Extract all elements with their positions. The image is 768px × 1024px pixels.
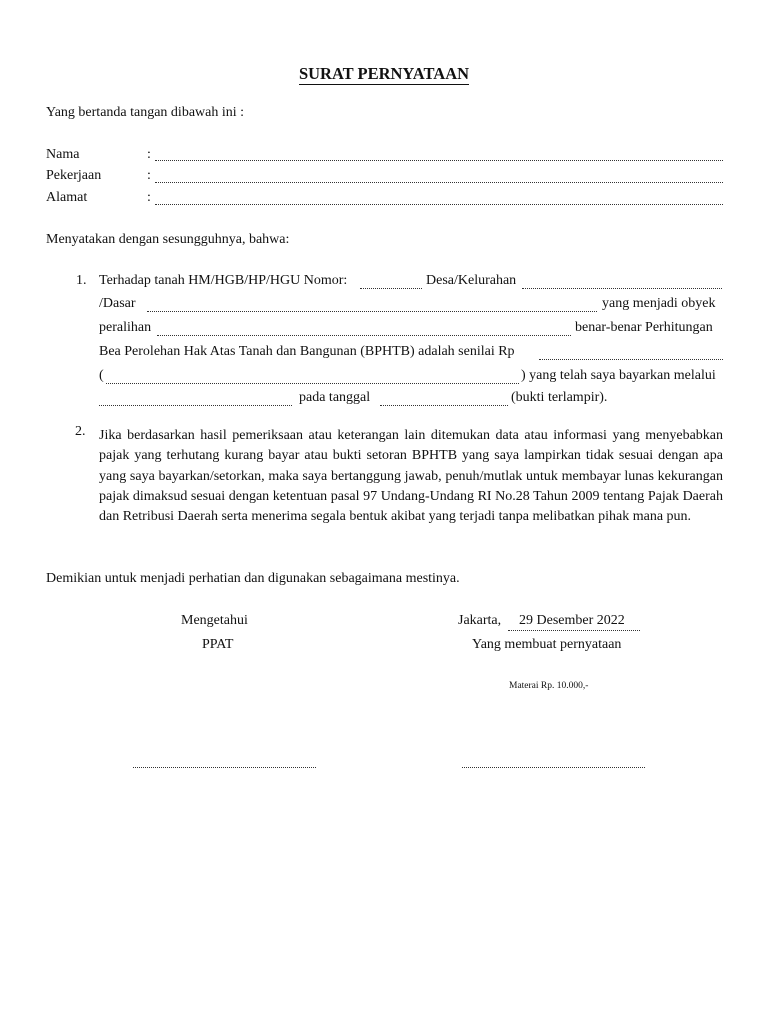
- item-1-text-d: yang menjadi obyek: [602, 296, 716, 311]
- item-1-text-a: Terhadap tanah HM/HGB/HP/HGU Nomor:: [99, 273, 348, 288]
- document-title-text: SURAT PERNYATAAN: [298, 64, 470, 83]
- date-underline: [508, 630, 640, 631]
- statement-text: Menyatakan dengan sesungguhnya, bahwa:: [46, 232, 290, 247]
- signature-line-right: [462, 767, 645, 768]
- item-2-paragraph: Jika berdasarkan hasil pemeriksaan atau keterangan lain ditemukan data atau informasi yang menyebabkan pajak yang terhutang kurang bayar atau bukti setoran BPHTB yang saya lampirkan tidak sesuai dengan apa yang saya bayarkan/setorkan, maka saya bertanggung jawab, penuh/mutlak untuk membayar lunas kekurangan pajak dimaksud sesuai dengan ketentuan pasal 97 Undang-Undang RI No.28 Tahun 2009 tentang Pajak Daerah dan Retribusi Daerah serta menerima segala bentuk akibat yang terjadi tanpa melibatkan pihak mana pun.: [99, 428, 723, 525]
- field-blank-nama: [155, 160, 723, 161]
- item-1-text-j: pada tanggal: [299, 390, 371, 405]
- signature-line-left: [133, 767, 316, 768]
- signature-place: Jakarta,: [458, 613, 502, 628]
- field-colon-nama: :: [147, 147, 151, 162]
- item-1-text-g: Bea Perolehan Hak Atas Tanah dan Bangunan (BPHTB) adalah senilai Rp: [99, 344, 515, 359]
- field-label-pekerjaan: Pekerjaan: [46, 168, 102, 183]
- item-1-text-h: (: [99, 368, 104, 383]
- field-label-alamat: Alamat: [46, 190, 88, 205]
- closing-text: Demikian untuk menjadi perhatian dan digunakan sebagaimana mestinya.: [46, 571, 460, 586]
- item-1-text-e: peralihan: [99, 320, 152, 335]
- field-colon-alamat: :: [147, 190, 151, 205]
- blank-nilai-rp: [539, 359, 723, 360]
- blank-nomor: [360, 288, 422, 289]
- document-title: [0, 64, 768, 84]
- field-blank-alamat: [155, 204, 723, 205]
- blank-desa: [522, 288, 722, 289]
- intro-text: Yang bertanda tangan dibawah ini :: [46, 105, 245, 120]
- item-1-text-f: benar-benar Perhitungan: [575, 320, 713, 335]
- item-1-number: 1.: [76, 273, 87, 288]
- blank-dasar: [147, 311, 597, 312]
- field-colon-pekerjaan: :: [147, 168, 151, 183]
- materai-stamp-label: Materai Rp. 10.000,-: [509, 681, 589, 691]
- blank-peralihan: [157, 335, 571, 336]
- signature-date: 29 Desember 2022: [519, 613, 625, 628]
- blank-terbilang: [106, 383, 519, 384]
- signature-left-label: Mengetahui: [181, 613, 248, 628]
- signature-left-role: PPAT: [202, 637, 234, 652]
- item-1-text-c: /Dasar: [99, 296, 136, 311]
- item-1-text-b: Desa/Kelurahan: [426, 273, 517, 288]
- item-1-text-i: ) yang telah saya bayarkan melalui: [521, 368, 716, 383]
- item-1-text-k: (bukti terlampir).: [511, 390, 608, 405]
- field-blank-pekerjaan: [155, 182, 723, 183]
- blank-melalui: [99, 405, 292, 406]
- field-label-nama: Nama: [46, 147, 80, 162]
- item-2-number: 2.: [75, 424, 86, 439]
- signature-right-role: Yang membuat pernyataan: [472, 637, 622, 652]
- blank-tanggal: [380, 405, 508, 406]
